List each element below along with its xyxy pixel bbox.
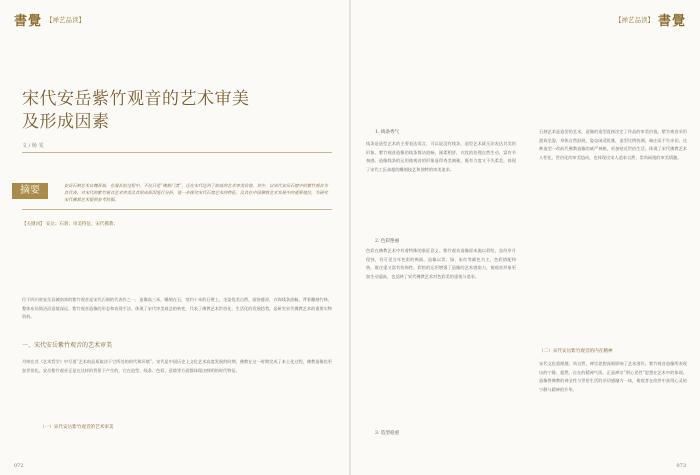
- subsection-heading-1: （一）宋代安岳紫竹观音的艺术审美: [40, 425, 114, 430]
- article-author: 文 / 杨 雯: [22, 143, 44, 149]
- heading-shape: 3. 造型稳重: [375, 431, 400, 436]
- column-name: 【禅艺品读】: [46, 16, 86, 24]
- intro-paragraph: 位于四川省安岳县城南郊的紫竹观音是宋代石刻的代表作之一，造像高三米，雕刻在石，宽约十米的石壁上，坐姿优美自然，面容慈祥，衣饰线条流畅，背景雕刻竹林，整体布局简洁而意境深远。紫竹观音造像的形态和表现手法，体现了宋代审美观念的转变，代表了佛教艺术世俗化、生活化的发展趋势，是研究宋代佛教艺术的重要实物资料。: [22, 297, 332, 319]
- left-header-brand: [14, 10, 85, 29]
- section-1-paragraph: 丹纳在其《艺术哲学》中写道“艺术的品质取决于它所处的时代和环境”。宋代是中国历史上文化艺术高度发展的时期，佛教在这一时期完成了本土化过程，佛教造像也更加世俗化。安岳紫竹观音正是在这样的背景下产生的，它在造型、线条、色彩、意境等方面都体现出鲜明的时代特征。: [22, 359, 332, 373]
- magazine-logo: 書覺: [14, 14, 43, 29]
- shape-paragraph: 石刻艺术是造型的艺术，造像的造型直接决定了作品的审美价值。紫竹观音采用游戏坐姿，身体自然舒展，姿态闲适优雅，造型比例协调，端庄而不失亲切。这种造型一改前代佛教造像的威严神秘，更加贴近世俗生活，体现了宋代佛教艺术人性化、世俗化的审美趋向，也体现出宋人追求自然、崇尚闲逸的审美情趣。: [539, 129, 687, 160]
- abstract-label: 摘要: [12, 183, 48, 199]
- right-header-brand: [615, 10, 686, 29]
- spirit-paragraph: 宋代文化重理趣、尚自然，禅宗思想深刻影响了艺术创作。紫竹观音造像所表现出的宁静、超然、自在的精神气质，正是禅宗“明心见性”思想在艺术中的体现。造像将佛教的神圣性与世俗生活的亲切感融为一体，使观者在欣赏中获得心灵的宁静与精神的升华。: [539, 361, 687, 392]
- page-number-right: 073: [676, 463, 686, 469]
- keywords: 【关键词】 安岳；石刻；审美特征；宋代佛教；: [22, 222, 118, 227]
- heading-lines: 1. 线条秀气: [375, 130, 400, 135]
- article-title: 宋代安岳紫竹观音的艺术审美及形成因素: [22, 89, 250, 132]
- section-heading-1: 一、宋代安岳紫竹观音的艺术审美: [22, 342, 113, 349]
- magazine-logo: 書覺: [657, 14, 686, 29]
- subsection-heading-2: （二）宋代安岳紫竹观音的内在精神: [539, 349, 613, 354]
- left-page: [0, 0, 349, 475]
- heading-colors: 2. 色彩艳丽: [375, 239, 400, 244]
- abstract-text: 安岳石刻艺术自魏晋始，在漫长的过程中，不仅只是“佛教门类”，还在宋代达到了较高的艺术审美价值，其中，以宋代安岳石窟中的紫竹观音为其代表。对宋代的紫竹观音艺术审美及其形成原因进行分析，进一步探究宋代石窟艺术的特征，及其在中国佛教艺术发展中的重要地位，为研究宋代佛教艺术提供参考依据。: [64, 183, 328, 202]
- page-number-left: 072: [14, 463, 24, 469]
- right-page: [351, 0, 700, 475]
- colors-paragraph: 色彩在佛教艺术中有着特殊的象征意义。紫竹观音造像原本施以彩绘，虽经岁月侵蚀，仍可见当年色彩的绚丽。造像以青、绿、朱红等颜色为主，色彩搭配和谐，既庄重又富有装饰性。彩绘的运用增强了造像的艺术感染力，使观音形象更加生动逼真，也反映了宋代佛教艺术对色彩美的重视与追求。: [366, 248, 516, 279]
- column-name: 【禅艺品读】: [614, 16, 654, 24]
- lines-paragraph: 线条是造型艺术的主要表达语言，可以说没有线条，造型艺术就无法表达其美的形象。紫竹观音造像的线条简洁流畅，刚柔相济，衣纹的处理自然生动，富有节奏感。造像线条的运用使观音的形象显得秀美典雅，既有力度又不失柔美，体现了宋代工匠高超的雕刻技艺和独特的审美追求。: [366, 141, 516, 172]
